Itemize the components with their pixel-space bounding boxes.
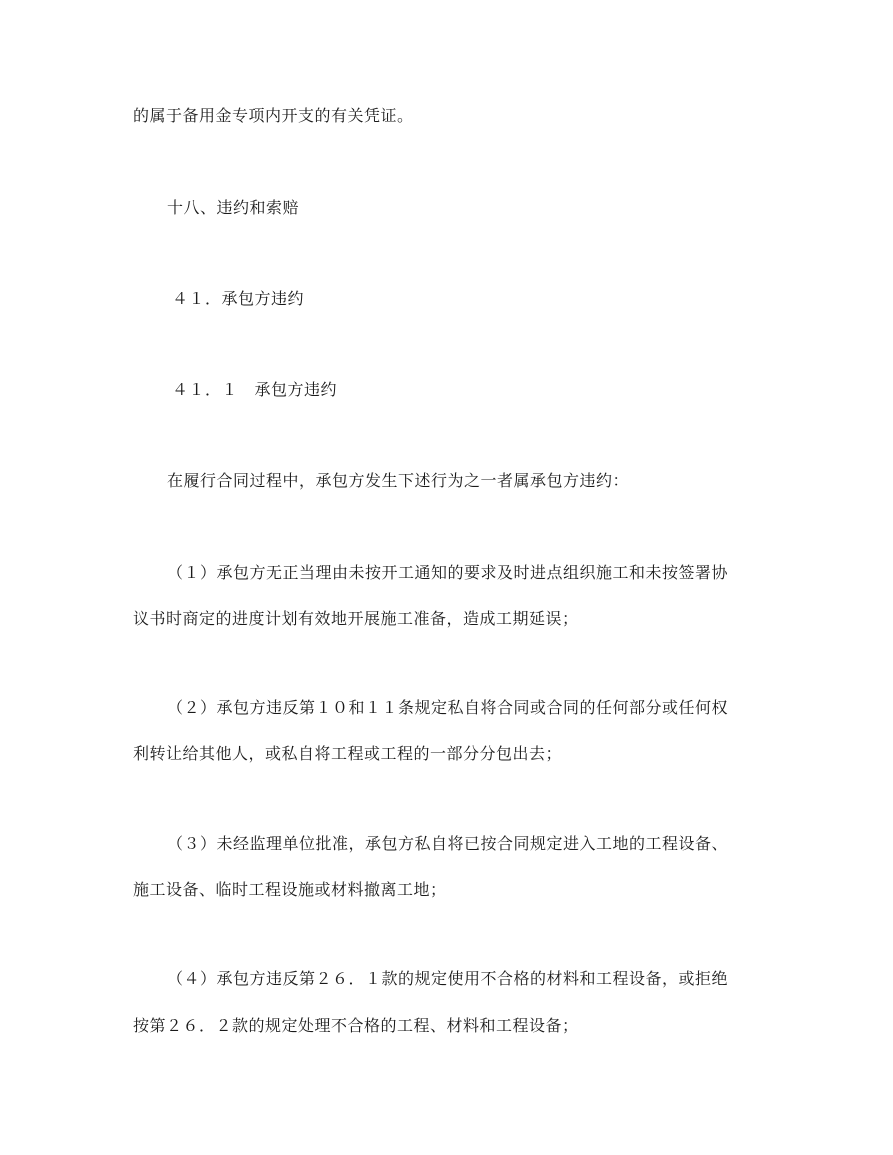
list-item-2-line-2: 利转让给其他人，或私自将工程或工程的一部分分包出去；	[133, 744, 563, 763]
list-item-1-line-2: 议书时商定的进度计划有效地开展施工准备，造成工期延误；	[133, 609, 579, 628]
subclause-heading: ４１．１ 承包方违约	[172, 380, 338, 399]
list-item-3-line-2: 施工设备、临时工程设施或材料撤离工地；	[133, 880, 447, 899]
paragraph-line: 的属于备用金专项内开支的有关凭证。	[133, 106, 414, 125]
section-heading: 十八、违约和索赔	[167, 198, 300, 217]
paragraph-line: 在履行合同过程中，承包方发生下述行为之一者属承包方违约：	[167, 471, 630, 490]
list-item-2-line-1: （２）承包方违反第１０和１１条规定私自将合同或合同的任何部分或任何权	[167, 698, 729, 717]
list-item-4-line-1: （４）承包方违反第２６．１款的规定使用不合格的材料和工程设备，或拒绝	[167, 969, 729, 988]
clause-heading: ４１．承包方违约	[172, 289, 305, 308]
list-item-4-line-2: 按第２６．２款的规定处理不合格的工程、材料和工程设备；	[133, 1016, 579, 1035]
list-item-1-line-1: （１）承包方无正当理由未按开工通知的要求及时进点组织施工和未按签署协	[167, 563, 729, 582]
list-item-3-line-1: （３）未经监理单位批准，承包方私自将已按合同规定进入工地的工程设备、	[167, 834, 729, 853]
